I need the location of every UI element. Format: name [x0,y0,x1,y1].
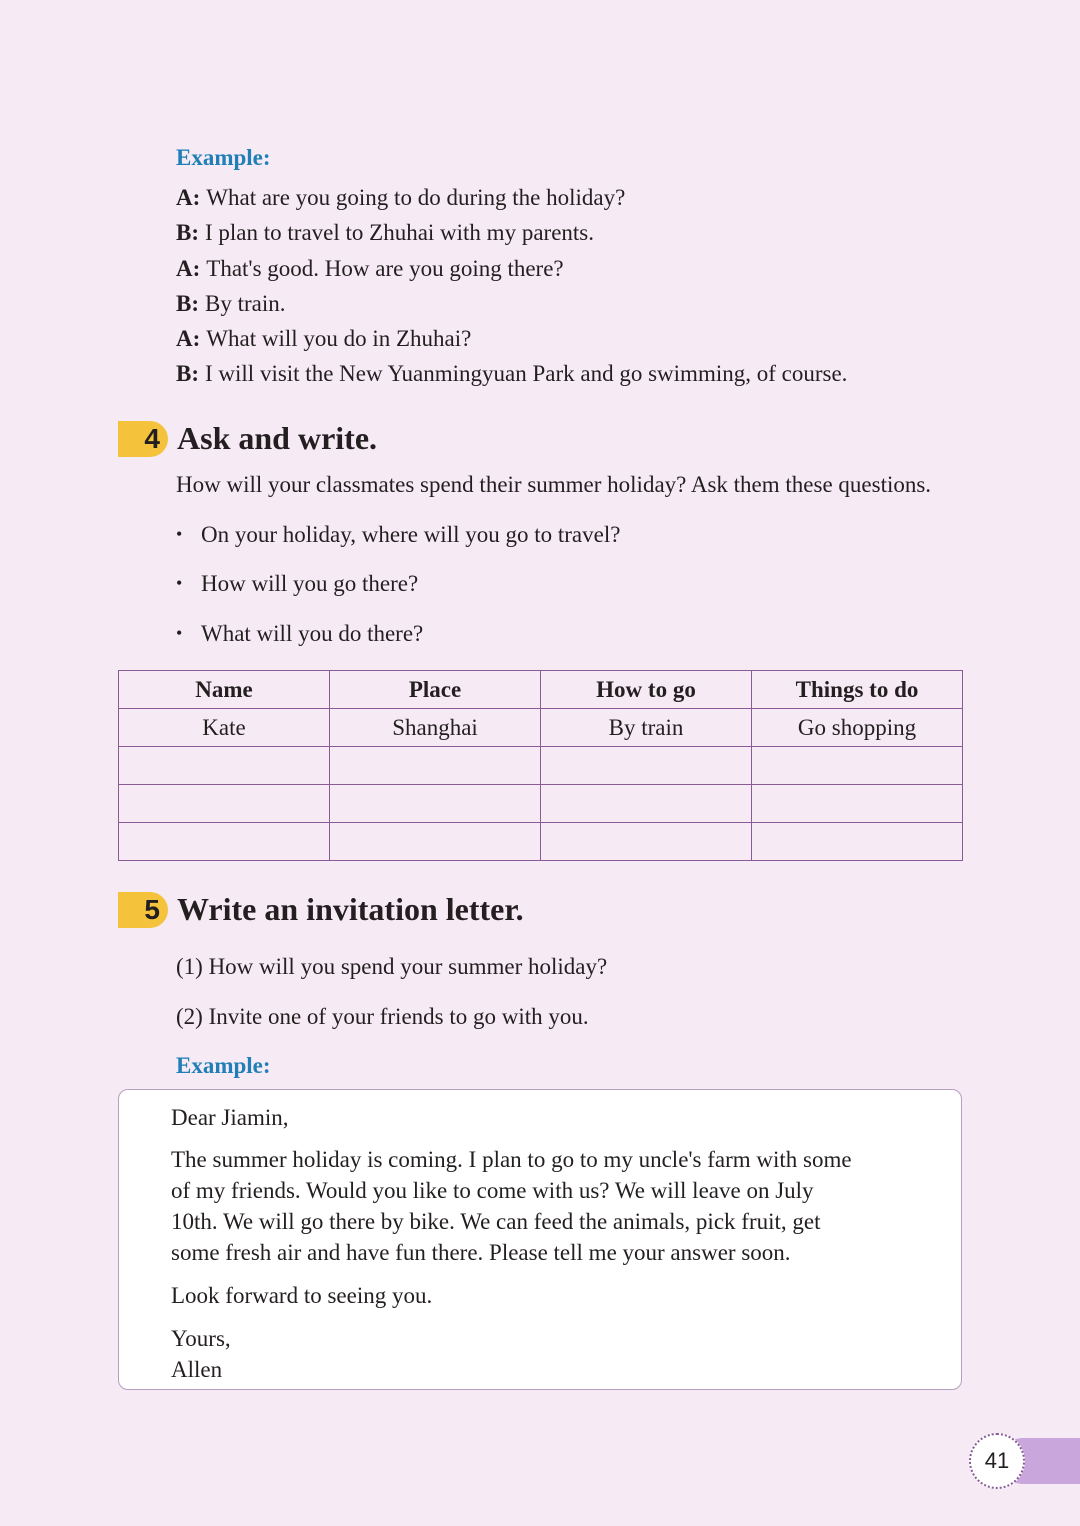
question-item [176,621,423,647]
table-cell[interactable] [119,823,330,861]
table-row [119,747,963,785]
section-5-number: 5 [118,892,168,928]
table-cell[interactable] [119,747,330,785]
question-text: On your holiday, where will you go to travel? [201,522,621,547]
question-item [176,571,418,597]
table-cell[interactable] [752,747,963,785]
table-cell[interactable] [119,785,330,823]
dialogue-text: That's good. How are you going there? [206,255,564,281]
table-cell: By train [541,709,752,747]
table-row [119,709,963,747]
bullet-icon: • [176,573,183,593]
letter-body-line: The summer holiday is coming. I plan to go to my uncle's farm with some [171,1147,852,1172]
page-number: 41 [969,1433,1025,1489]
column-header-things-to-do: Things to do [752,671,963,709]
section-4-number: 4 [118,421,168,457]
speaker-label: B: [176,220,199,246]
example-dialogue [176,180,847,392]
dialogue-line [176,180,847,215]
dialogue-line [176,251,847,286]
bullet-icon: • [176,524,183,544]
column-header-name: Name [119,671,330,709]
table-cell[interactable] [330,747,541,785]
table-cell: Shanghai [330,709,541,747]
dialogue-text: I plan to travel to Zhuhai with my parents. [205,220,594,246]
dialogue-line [176,286,847,321]
example-label: Example: [176,145,271,170]
question-text: What will you do there? [201,621,424,646]
section-4-instruction: How will your classmates spend their summer holiday? Ask them these questions. [176,472,932,497]
example-label: Example: [176,1053,271,1078]
speaker-label: B: [176,361,199,387]
prompt-item: (1) How will you spend your summer holiday? [176,954,608,979]
column-header-place: Place [330,671,541,709]
letter-closing-line: Look forward to seeing you. [171,1283,433,1308]
section-4-title: Ask and write. [177,420,378,456]
dialogue-text: What are you going to do during the holiday? [206,185,626,210]
table-header-row [119,671,963,709]
dialogue-line [176,321,847,356]
dialogue-text: By train. [205,290,286,316]
dialogue-line [176,215,847,250]
dialogue-text: What will you do in Zhuhai? [206,326,472,352]
letter-signature: Allen [171,1357,223,1382]
survey-table [118,670,963,861]
letter-greeting: Dear Jiamin, [171,1105,289,1130]
speaker-label: A: [176,255,201,281]
table-cell[interactable] [330,785,541,823]
column-header-how-to-go: How to go [541,671,752,709]
dialogue-text: I will visit the New Yuanmingyuan Park and go swimming, of course. [205,361,848,387]
letter-body-line: of my friends. Would you like to come with us? We will leave on July [171,1178,814,1203]
letter-body [171,1144,852,1268]
example-letter-box [118,1089,962,1390]
letter-body-line: some fresh air and have fun there. Please tell me your answer soon. [171,1240,791,1265]
prompt-item: (2) Invite one of your friends to go with you. [176,1004,589,1029]
speaker-label: A: [176,185,201,210]
table-cell[interactable] [541,747,752,785]
table-row [119,785,963,823]
letter-body-line: 10th. We will go there by bike. We can feed the animals, pick fruit, get [171,1209,821,1234]
table-cell[interactable] [752,823,963,861]
table-cell: Go shopping [752,709,963,747]
speaker-label: A: [176,326,201,352]
bullet-icon: • [176,623,183,643]
table-row [119,823,963,861]
table-cell[interactable] [541,823,752,861]
speaker-label: B: [176,290,199,316]
table-cell: Kate [119,709,330,747]
question-text: How will you go there? [201,571,419,596]
section-5-title: Write an invitation letter. [177,891,524,927]
table-cell[interactable] [541,785,752,823]
question-item [176,522,620,548]
table-cell[interactable] [330,823,541,861]
table-cell[interactable] [752,785,963,823]
letter-signoff: Yours, [171,1326,231,1351]
dialogue-line [176,356,847,391]
